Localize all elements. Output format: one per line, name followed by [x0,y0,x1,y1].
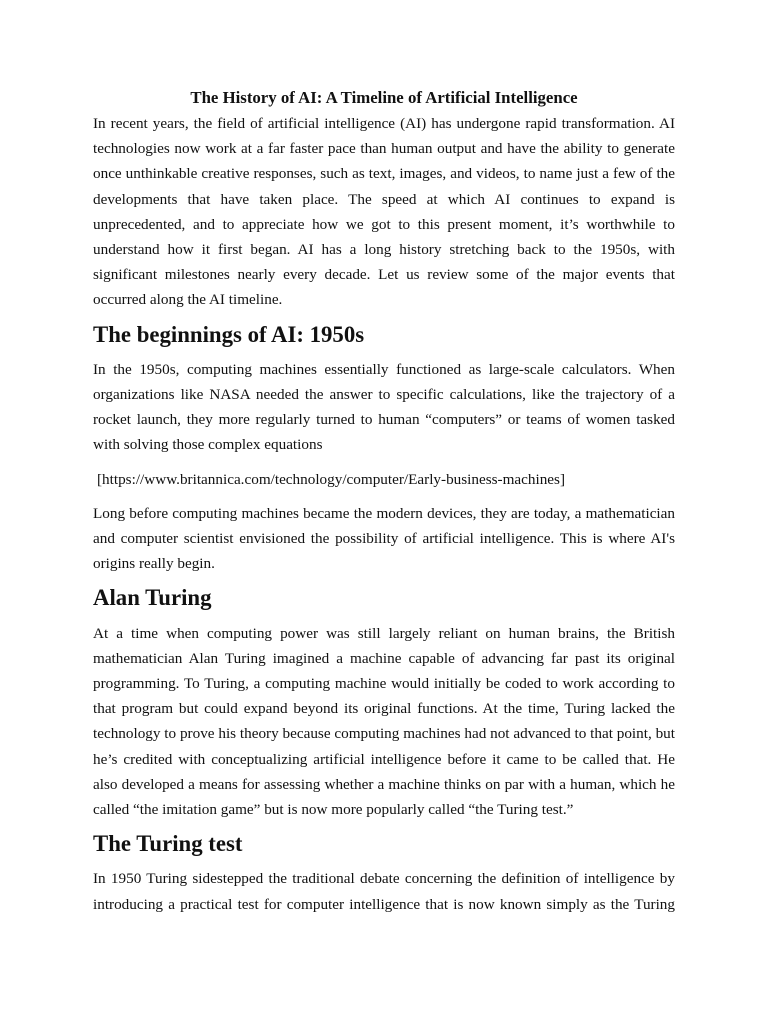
spacer [93,856,675,866]
section-heading-alan-turing: Alan Turing [93,585,212,611]
spacer [93,347,675,357]
page-title: The History of AI: A Timeline of Artificial Intelligence [190,88,578,107]
intro-paragraph: In recent years, the field of artificial intelligence (AI) has undergone rapid transformation. AI technologies now work at a far faster pace than human output and have the ability to generate once unthinkable creative responses, such as text, images, and videos, to name just a few of the developments that have taken place. The speed at which AI continues to expand is unprecedented, and to appreciate how we got to this present moment, it’s worthwhile to understand how it first began. AI has a long history stretching back to the 1950s, with significant milestones nearly every decade. Let us review some of the major events that occurred along the AI timeline. [93,115,675,309]
reference-link[interactable]: [https://www.britannica.com/technology/computer/Early-business-machines] [97,470,566,488]
beginnings-paragraph-1: In the 1950s, computing machines essentially functioned as large-scale calculators. When organizations like NASA needed the answer to specific calculations, like the trajectory of a rocket launch, they more regularly turned to human “computers” or teams of women tasked with solving those complex equations [93,360,675,454]
section-heading-beginnings: The beginnings of AI: 1950s [93,321,365,347]
spacer [93,576,675,585]
beginnings-paragraph-2: Long before computing machines became the modern devices, they are today, a mathematician and computer scientist envisioned the possibility of artificial intelligence. This is where AI's origins really begin. [93,504,675,573]
spacer [93,611,675,621]
document-body [93,84,675,917]
turing-test-paragraph: In 1950 Turing sidestepped the traditional debate concerning the definition of intelligence by introducing a practical test for computer intelligence that is now known simply as the Turing [93,870,675,913]
spacer [93,458,675,467]
spacer [93,313,675,322]
spacer [93,492,675,501]
spacer [93,822,675,831]
alan-turing-paragraph: At a time when computing power was still largely reliant on human brains, the British mathematician Alan Turing imagined a machine capable of advancing far past its original programming. To Turing, a computing machine would initially be coded to work according to that program but could expand beyond its original functions. At the time, Turing lacked the technology to prove his theory because computing machines had not advanced to that point, but he’s credited with conceptualizing artificial intelligence before it came to be called that. He also developed a means for assessing whether a machine thinks on par with a human, which he called “the imitation game” but is now more popularly called “the Turing test.” [93,624,675,819]
section-heading-turing-test: The Turing test [93,831,243,857]
